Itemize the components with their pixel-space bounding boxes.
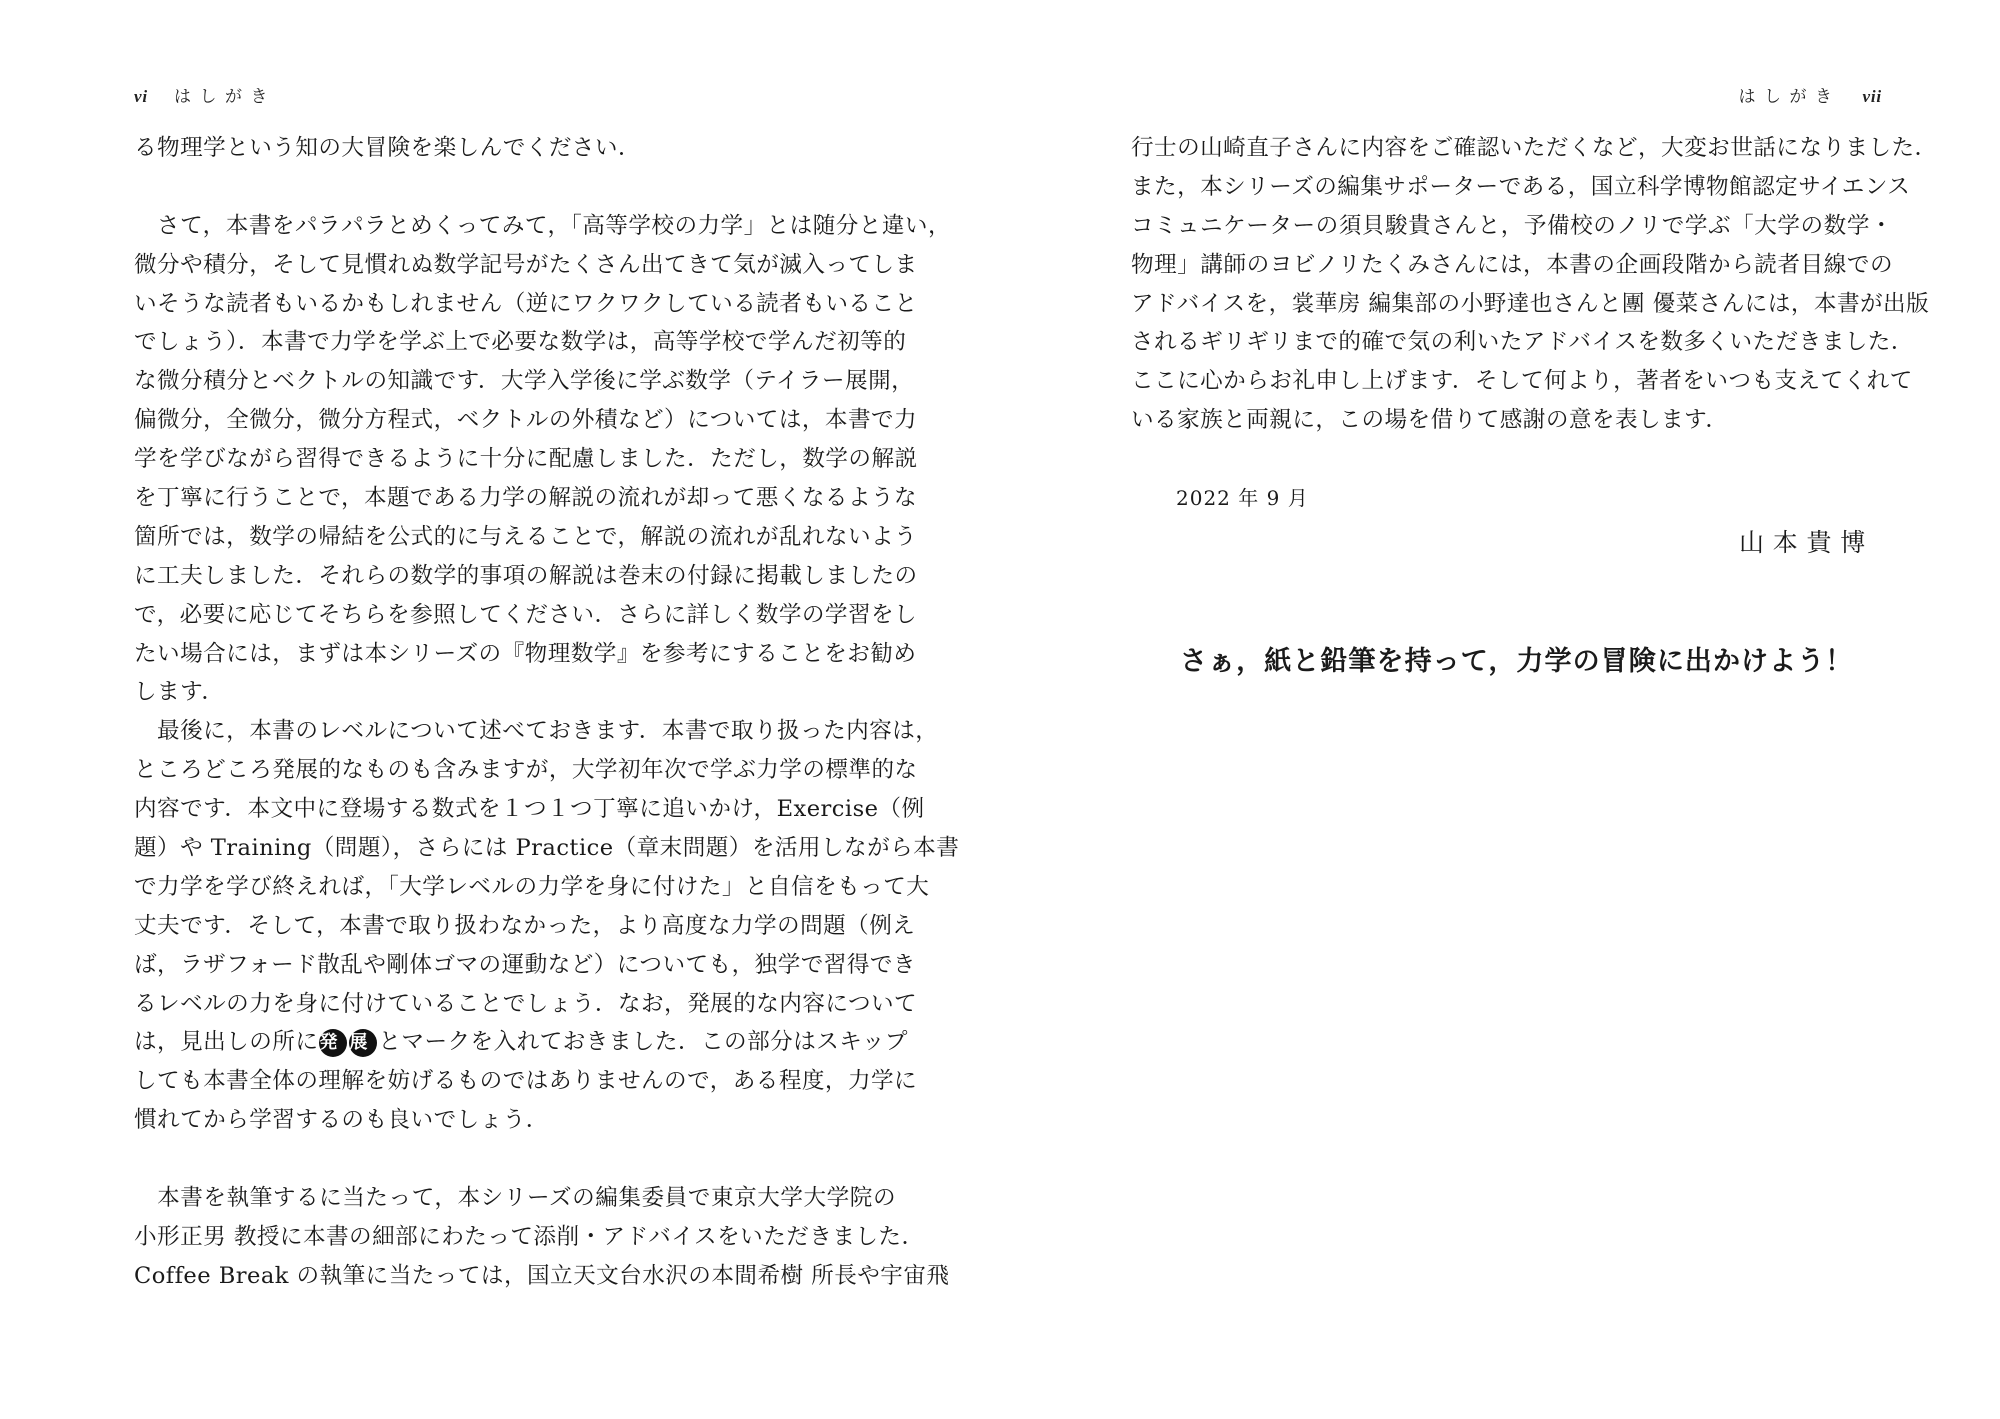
body-text-left [134,129,960,1296]
paragraph-gap [134,1140,896,1179]
advanced-marker-hatsu: 発 [319,1029,347,1057]
text-line: 最後に，本書のレベルについて述べておきます．本書で取り扱った内容は， [134,718,939,745]
text-line: されるギリギリまで的確で気の利いたアドバイスを数多くいただきました． [1131,329,1914,356]
running-head-title: はしがき [1738,87,1841,107]
body-text-right [1131,129,1938,440]
text-line: を丁寧に行うことで，本題である力学の解説の流れが却って悪くなるような [134,485,918,512]
right-page [1000,0,2000,1419]
text-line: で力学を学び終えれば，「大学レベルの力学を身に付けた」と自信をもって大 [134,873,930,900]
text-line-with-markers [134,1023,908,1062]
text-line: 丈夫です．そして，本書で取り扱わなかった，より高度な力学の問題（例え [134,912,916,939]
author-name: 山本貴博 [1738,528,1874,557]
text-line: アドバイスを，裳華房 編集部の小野達也さんと團 優菜さんには，本書が出版 [1131,290,1930,317]
text-line: ところどころ発展的なものも含みますが，大学初年次で学ぶ力学の標準的な [134,757,918,784]
text-line: 題）や Training（問題），さらには Practice（章末問題）を活用しながら本書 [134,835,960,862]
text-line: たい場合には，まずは本シリーズの『物理数学』を参考にすることをお勧め [134,640,917,667]
text-line: 行士の山崎直子さんに内容をご確認いただくなど，大変お世話になりました． [1131,135,1938,161]
text-line: 内容です．本文中に登場する数式を１つ１つ丁寧に追いかけ，Exercise（例 [134,796,925,823]
text-line: 学を学びながら習得できるように十分に配慮しました．ただし，数学の解説 [134,446,918,473]
text-line: しても本書全体の理解を妨げるものではありませんので，ある程度，力学に [134,1068,918,1095]
closing-message: さぁ，紙と鉛筆を持って，力学の冒険に出かけよう！ [1180,646,1854,677]
text-line: します． [134,679,225,706]
text-line: Coffee Break の執筆に当たっては，国立天文台水沢の本間希樹 所長や宇宙飛 [134,1262,950,1289]
text-line: な微分積分とベクトルの知識です．大学入学後に学ぶ数学（テイラー展開， [134,368,915,395]
running-head-right [1738,82,1882,107]
text-line: るレベルの力を身に付けていることでしょう．なお，発展的な内容について [134,990,918,1017]
text-line: 偏微分，全微分，微分方程式，ベクトルの外積など）については，本書で力 [134,407,918,434]
text-line: 小形正男 教授に本書の細部にわたって添削・アドバイスをいただきました． [134,1223,925,1250]
page-number: vii [1862,87,1882,106]
text-line: る物理学という知の大冒険を楽しんでください． [134,135,642,161]
paragraph-gap [134,168,896,207]
text-line: さて，本書をパラパラとめくってみて，「高等学校の力学」とは随分と違い， [134,212,951,239]
text-line: 微分や積分，そして見慣れぬ数学記号がたくさん出てきて気が滅入ってしま [134,251,918,278]
running-head-left [134,82,276,107]
text-line: に工夫しました．それらの数学的事項の解説は巻末の付録に掲載しましたの [134,562,918,589]
preface-date: 2022 年 9 月 [1176,486,1309,510]
text-line: 慣れてから学習するのも良いでしょう． [134,1107,549,1134]
text-line: で，必要に応じてそちらを参照してください．さらに詳しく数学の学習をし [134,601,918,628]
text-line: いそうな読者もいるかもしれません（逆にワクワクしている読者もいること [134,290,918,317]
running-head-title: はしがき [173,87,276,107]
page-number: vi [134,87,148,106]
text-line: ば，ラザフォード散乱や剛体ゴマの運動など）についても，独学で習得でき [134,951,916,978]
text-line: 本書を執筆するに当たって，本シリーズの編集委員で東京大学大学院の [134,1185,896,1212]
text-line: コミュニケーターの須貝駿貴さんと，予備校のノリで学ぶ「大学の数学・ [1131,212,1893,239]
marker-line-after: とマークを入れておきました．この部分はスキップ [378,1029,908,1056]
text-line: ここに心からお礼申し上げます．そして何より，著者をいつも支えてくれて [1131,368,1913,395]
text-line: 物理」講師のヨビノリたくみさんには，本書の企画段階から読者目線での [1131,251,1893,278]
text-line: いる家族と両親に，この場を借りて感謝の意を表します． [1131,407,1729,434]
text-line: でしょう）．本書で力学を学ぶ上で必要な数学は，高等学校で学んだ初等的 [134,329,907,356]
advanced-marker-ten: 展 [349,1029,377,1057]
text-line: 箇所では，数学の帰結を公式的に与えることで，解説の流れが乱れないよう [134,523,918,550]
text-line: また，本シリーズの編集サポーターである，国立科学博物館認定サイエンス [1131,173,1911,200]
marker-line-before: は，見出しの所に [134,1029,319,1056]
